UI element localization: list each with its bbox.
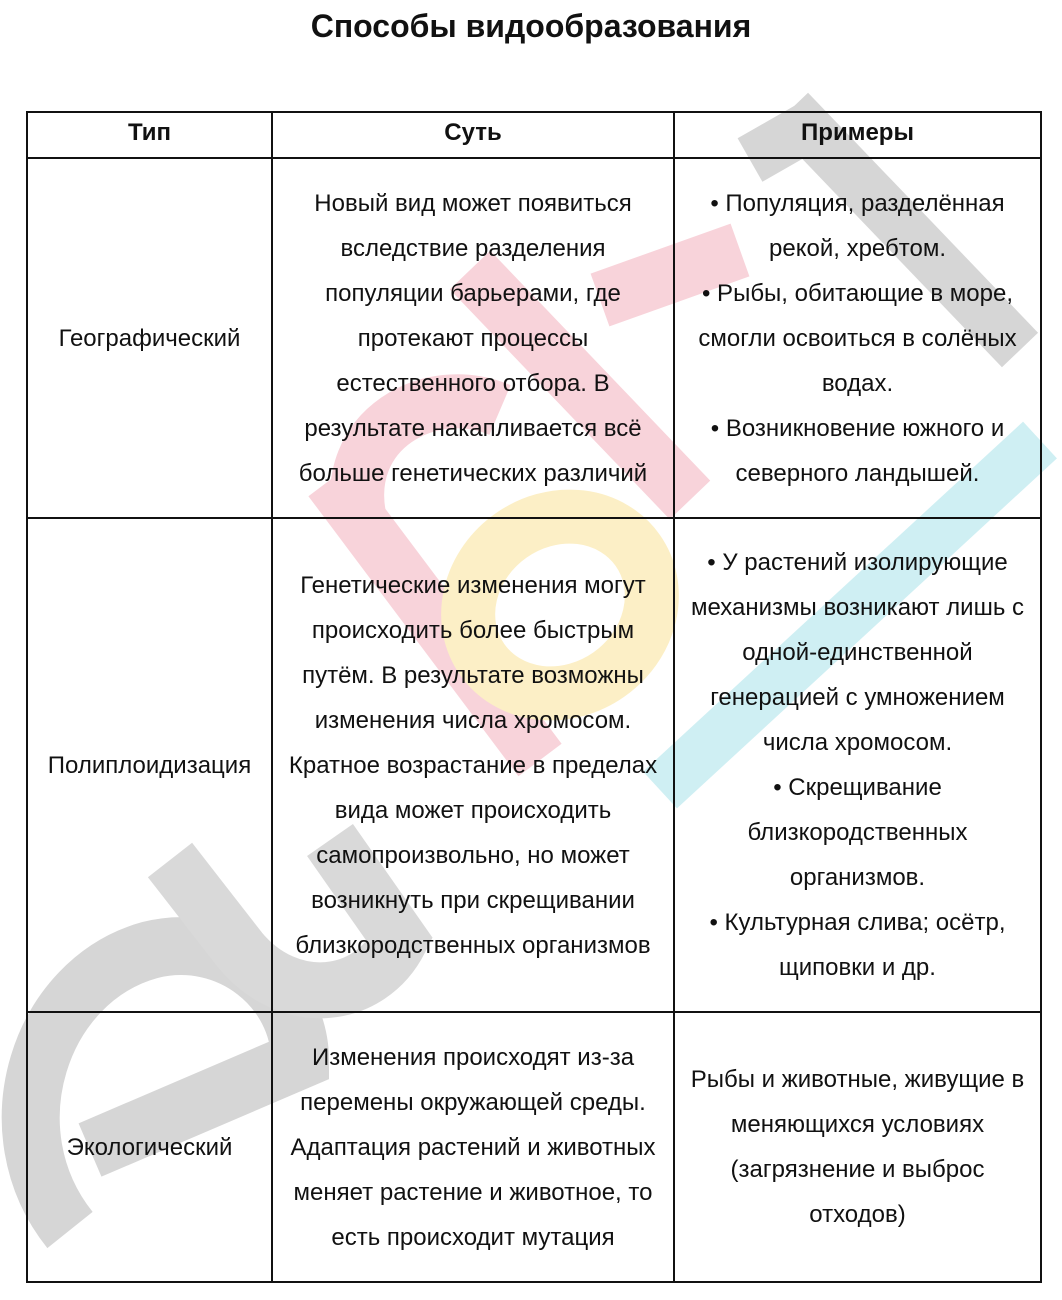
- header-examples: Примеры: [674, 112, 1041, 158]
- page-title: Способы видообразования: [310, 8, 752, 44]
- table-row: [27, 1012, 1041, 1282]
- example-item: Рыбы и животные, живущие в меняющихся условиях (загрязнение и выброс отходов): [690, 1066, 1025, 1228]
- cell-examples: [674, 518, 1041, 1012]
- cell-examples: [674, 158, 1041, 518]
- cell-examples: [674, 1012, 1041, 1282]
- header-essence: Суть: [272, 112, 674, 158]
- cell-essence: Новый вид может появиться вследствие разделения популяции барьерами, где протекают процессы естественного отбора. В результате накапливается всё больше генетических различий: [272, 158, 674, 518]
- cell-type: Полиплоидизация: [27, 518, 272, 1012]
- example-item: • Культурная слива; осётр, щиповки и др.: [709, 909, 1006, 981]
- speciation-table: [26, 111, 1042, 1283]
- example-item: • Популяция, разделённая рекой, хребтом.: [710, 189, 1005, 262]
- table-row: [27, 158, 1041, 518]
- cell-type: Экологический: [27, 1012, 272, 1282]
- cell-type: Географический: [27, 158, 272, 518]
- example-item: • Возникновение южного и северного ландышей.: [710, 414, 1005, 487]
- cell-essence: Генетические изменения могут происходить более быстрым путём. В результате возможны изменения числа хромосом. Кратное возрастание в пределах вида может происходить самопроизвольно, но может возникнуть при скрещивании близкородственных организмов: [272, 518, 674, 1012]
- table-header-row: [27, 112, 1041, 158]
- cell-essence: Изменения происходят из-за перемены окружающей среды. Адаптация растений и животных меняет растение и животное, то есть происходит мутация: [272, 1012, 674, 1282]
- table-row: [27, 518, 1041, 1012]
- example-item: • У растений изолирующие механизмы возникают лишь с одной-единственной генерацией с умножением числа хромосом.: [690, 549, 1025, 756]
- example-item: • Скрещивание близкородственных организмов.: [747, 774, 968, 891]
- example-item: • Рыбы, обитающие в море, смогли освоиться в солёных водах.: [698, 279, 1017, 397]
- header-type: Тип: [27, 112, 272, 158]
